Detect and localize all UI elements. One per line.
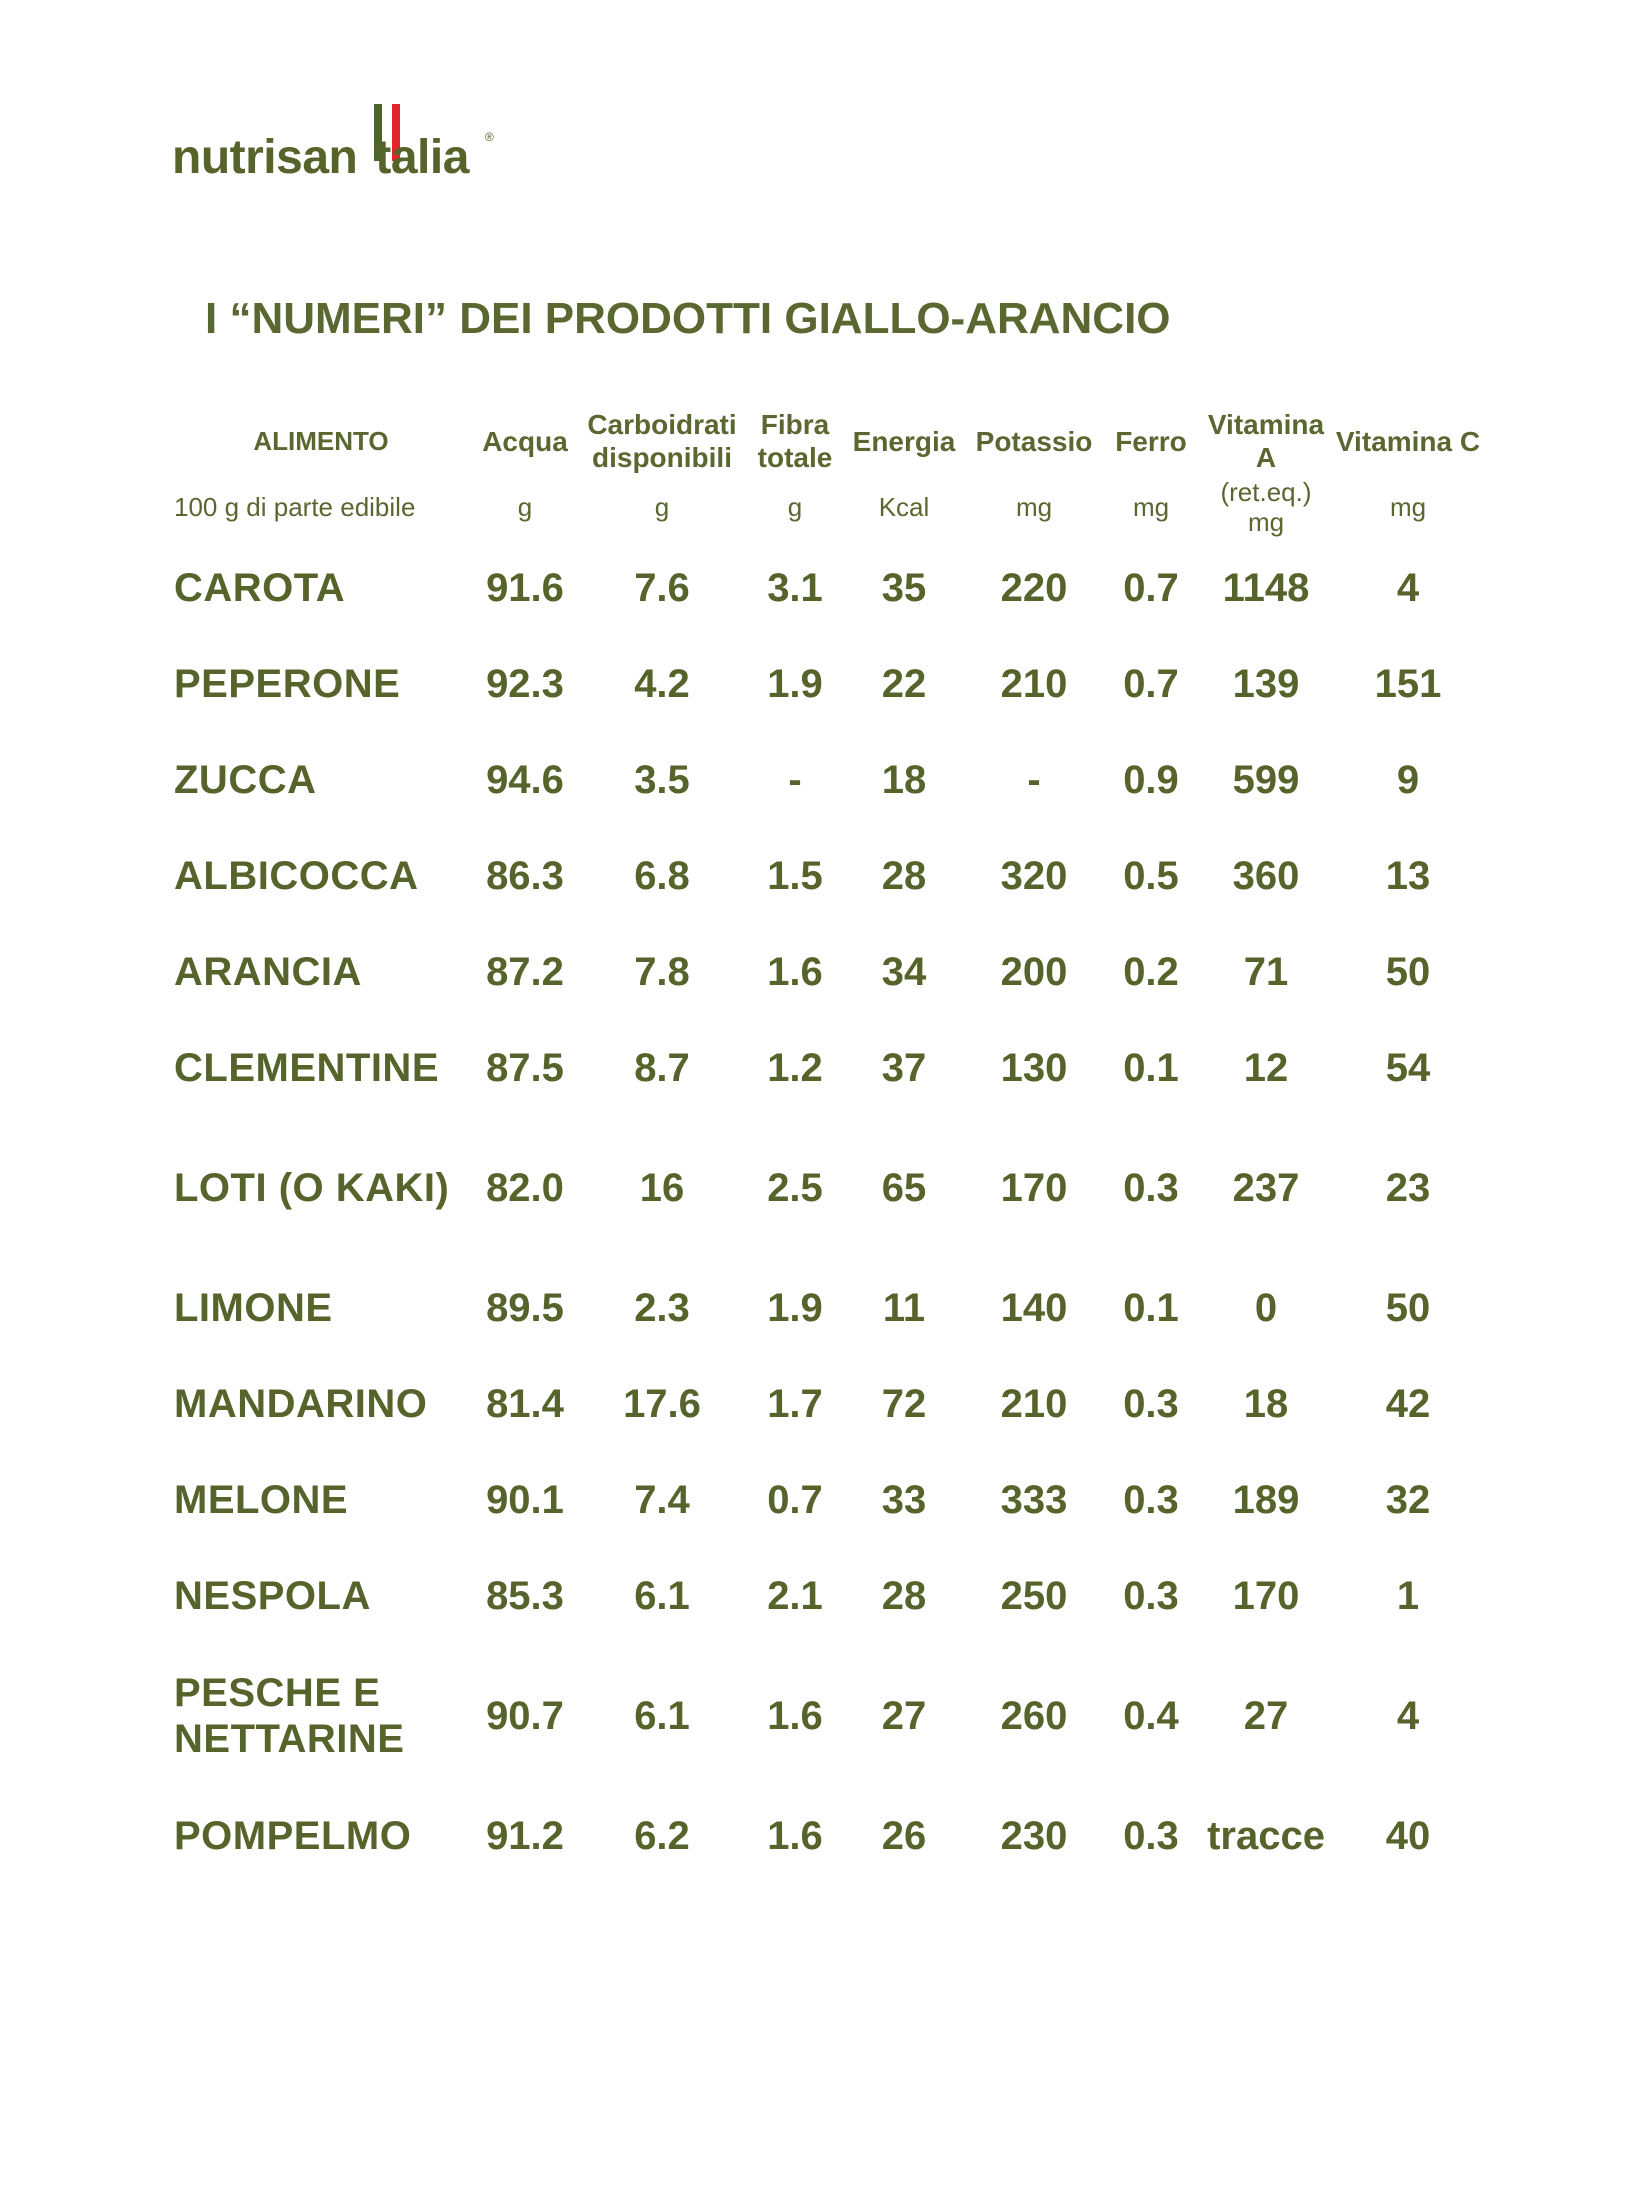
nutrition-table	[168, 408, 1484, 1884]
value-cell-ferro: 0.1	[1123, 1046, 1179, 1090]
unit-fibra: g	[787, 492, 803, 522]
value-cell-vitamina-c: 50	[1385, 1286, 1431, 1330]
value-cell-vitamina-c: 13	[1385, 854, 1431, 898]
value-cell-potassio: 130	[1000, 1046, 1068, 1090]
value-cell-fibra: 1.9	[767, 1286, 823, 1330]
value-cell-acqua: 81.4	[486, 1382, 564, 1426]
food-name-cell: LIMONE	[174, 1286, 333, 1330]
value-cell-vitamina-a: 1148	[1222, 566, 1310, 610]
value-cell-ferro: 0.3	[1123, 1478, 1179, 1522]
header-alimento: ALIMENTO	[253, 425, 389, 456]
food-name-cell: PEPERONE	[174, 662, 401, 706]
value-cell-fibra: -	[788, 758, 802, 802]
value-cell-acqua: 91.6	[486, 566, 564, 610]
value-cell-ferro: 0.5	[1123, 854, 1179, 898]
value-cell-fibra: 0.7	[767, 1478, 823, 1522]
value-cell-ferro: 0.3	[1123, 1166, 1179, 1210]
value-cell-vitamina-a: 139	[1232, 662, 1300, 706]
value-cell-energia: 11	[882, 1286, 926, 1330]
header-energia: Energia	[852, 425, 956, 457]
value-cell-vitamina-c: 4	[1396, 566, 1420, 610]
table-row	[168, 1644, 1484, 1788]
value-cell-carboidrati: 2.3	[634, 1286, 690, 1330]
value-cell-vitamina-c: 54	[1385, 1046, 1431, 1090]
value-cell-vitamina-c: 23	[1385, 1166, 1431, 1210]
header-vitamina-c: Vitamina C	[1335, 425, 1481, 457]
value-cell-vitamina-c: 40	[1385, 1814, 1431, 1858]
value-cell-vitamina-a: 0	[1254, 1286, 1278, 1330]
header-row	[168, 408, 1484, 474]
value-cell-carboidrati: 6.2	[634, 1814, 690, 1858]
value-cell-vitamina-c: 32	[1385, 1478, 1431, 1522]
table-row	[168, 1548, 1484, 1644]
unit-acqua: g	[517, 492, 533, 522]
header-vitamina-a: Vitamina A	[1207, 409, 1325, 473]
food-name-cell: LOTI (O KAKI)	[174, 1166, 450, 1210]
value-cell-acqua: 85.3	[486, 1574, 564, 1618]
value-cell-energia: 34	[881, 950, 927, 994]
food-name-cell: NESPOLA	[174, 1574, 371, 1618]
value-cell-energia: 18	[881, 758, 927, 802]
value-cell-carboidrati: 8.7	[634, 1046, 690, 1090]
food-name-cell: ARANCIA	[174, 950, 362, 994]
value-cell-energia: 37	[881, 1046, 927, 1090]
value-cell-vitamina-c: 1	[1396, 1574, 1420, 1618]
value-cell-vitamina-c: 50	[1385, 950, 1431, 994]
value-cell-vitamina-a: 189	[1232, 1478, 1300, 1522]
value-cell-acqua: 94.6	[486, 758, 564, 802]
value-cell-carboidrati: 17.6	[623, 1382, 701, 1426]
value-cell-vitamina-a: 360	[1232, 854, 1300, 898]
value-cell-potassio: 210	[1000, 662, 1068, 706]
food-name-cell: POMPELMO	[174, 1814, 412, 1858]
table-row	[168, 732, 1484, 828]
value-cell-ferro: 0.3	[1123, 1814, 1179, 1858]
units-row	[168, 474, 1484, 540]
unit-vitamina-c: mg	[1389, 492, 1427, 522]
value-cell-energia: 26	[881, 1814, 927, 1858]
page-title: I “NUMERI” DEI PRODOTTI GIALLO-ARANCIO	[205, 294, 1171, 343]
value-cell-vitamina-a: 599	[1232, 758, 1300, 802]
value-cell-vitamina-c: 42	[1385, 1382, 1431, 1426]
value-cell-vitamina-c: 9	[1396, 758, 1420, 802]
table-row	[168, 1356, 1484, 1452]
value-cell-ferro: 0.1	[1123, 1286, 1179, 1330]
nutrition-table-body	[168, 540, 1484, 1884]
table-row	[168, 1788, 1484, 1884]
value-cell-potassio: 140	[1000, 1286, 1068, 1330]
value-cell-energia: 35	[881, 566, 927, 610]
header-fibra: Fibra totale	[757, 409, 833, 473]
value-cell-fibra: 1.7	[767, 1382, 823, 1426]
value-cell-carboidrati: 3.5	[634, 758, 690, 802]
value-cell-fibra: 1.6	[767, 1814, 823, 1858]
value-cell-acqua: 91.2	[486, 1814, 564, 1858]
table-row	[168, 924, 1484, 1020]
value-cell-ferro: 0.3	[1123, 1574, 1179, 1618]
value-cell-carboidrati: 6.8	[634, 854, 690, 898]
value-cell-potassio: 210	[1000, 1382, 1068, 1426]
value-cell-energia: 72	[881, 1382, 927, 1426]
value-cell-fibra: 2.1	[767, 1574, 823, 1618]
value-cell-vitamina-a: 170	[1232, 1574, 1300, 1618]
value-cell-potassio: 200	[1000, 950, 1068, 994]
value-cell-vitamina-a: 71	[1243, 950, 1289, 994]
value-cell-acqua: 86.3	[486, 854, 564, 898]
table-row	[168, 1020, 1484, 1116]
value-cell-potassio: 333	[1000, 1478, 1068, 1522]
value-cell-potassio: -	[1027, 758, 1041, 802]
food-name-cell: MANDARINO	[174, 1382, 428, 1426]
table-row	[168, 1452, 1484, 1548]
value-cell-vitamina-c: 4	[1396, 1694, 1420, 1738]
food-name-cell: ALBICOCCA	[174, 854, 419, 898]
value-cell-energia: 27	[881, 1694, 927, 1738]
value-cell-vitamina-a: 12	[1243, 1046, 1289, 1090]
value-cell-acqua: 90.7	[486, 1694, 564, 1738]
food-name-cell: ZUCCA	[174, 758, 317, 802]
value-cell-acqua: 82.0	[486, 1166, 564, 1210]
table-row	[168, 636, 1484, 732]
unit-alimento: 100 g di parte edibile	[174, 492, 416, 522]
value-cell-fibra: 1.9	[767, 662, 823, 706]
value-cell-ferro: 0.9	[1123, 758, 1179, 802]
value-cell-acqua: 87.2	[486, 950, 564, 994]
value-cell-energia: 22	[881, 662, 927, 706]
logo-registered-mark: ®	[485, 130, 494, 144]
food-name-cell: CLEMENTINE	[174, 1046, 439, 1090]
value-cell-energia: 28	[881, 1574, 927, 1618]
value-cell-carboidrati: 6.1	[634, 1574, 690, 1618]
value-cell-potassio: 260	[1000, 1694, 1068, 1738]
logo-text	[172, 130, 469, 185]
value-cell-carboidrati: 7.4	[634, 1478, 690, 1522]
value-cell-potassio: 230	[1000, 1814, 1068, 1858]
value-cell-ferro: 0.7	[1123, 566, 1179, 610]
value-cell-energia: 65	[881, 1166, 927, 1210]
value-cell-carboidrati: 7.6	[634, 566, 690, 610]
value-cell-acqua: 90.1	[486, 1478, 564, 1522]
unit-energia: Kcal	[878, 492, 930, 522]
value-cell-potassio: 250	[1000, 1574, 1068, 1618]
value-cell-carboidrati: 7.8	[634, 950, 690, 994]
value-cell-fibra: 1.2	[767, 1046, 823, 1090]
food-name-cell: CAROTA	[174, 566, 346, 610]
value-cell-fibra: 1.5	[767, 854, 823, 898]
value-cell-acqua: 92.3	[486, 662, 564, 706]
value-cell-ferro: 0.7	[1123, 662, 1179, 706]
food-name-cell: MELONE	[174, 1478, 349, 1522]
table-row	[168, 540, 1484, 636]
food-name-cell: PESCHE E NETTARINE	[174, 1671, 405, 1761]
value-cell-vitamina-c: 151	[1374, 662, 1442, 706]
header-potassio: Potassio	[975, 425, 1093, 457]
value-cell-energia: 28	[881, 854, 927, 898]
logo-text-left: nutrisan	[172, 131, 358, 184]
value-cell-fibra: 1.6	[767, 950, 823, 994]
header-acqua: Acqua	[482, 425, 568, 457]
value-cell-fibra: 2.5	[767, 1166, 823, 1210]
value-cell-potassio: 320	[1000, 854, 1068, 898]
value-cell-vitamina-a: 27	[1243, 1694, 1289, 1738]
value-cell-acqua: 87.5	[486, 1046, 564, 1090]
nutrisan-italia-logo	[172, 100, 512, 190]
unit-vitamina-a: (ret.eq.) mg	[1220, 477, 1312, 537]
value-cell-carboidrati: 4.2	[634, 662, 690, 706]
value-cell-carboidrati: 16	[639, 1166, 685, 1210]
value-cell-ferro: 0.2	[1123, 950, 1179, 994]
table-row	[168, 1116, 1484, 1260]
logo-text-right: talia	[375, 131, 469, 184]
header-carboidrati: Carboidrati disponibili	[587, 409, 737, 473]
table-row	[168, 828, 1484, 924]
value-cell-carboidrati: 6.1	[634, 1694, 690, 1738]
value-cell-vitamina-a: 18	[1243, 1382, 1289, 1426]
value-cell-fibra: 1.6	[767, 1694, 823, 1738]
value-cell-ferro: 0.3	[1123, 1382, 1179, 1426]
value-cell-fibra: 3.1	[767, 566, 823, 610]
value-cell-energia: 33	[881, 1478, 927, 1522]
value-cell-vitamina-a: tracce	[1207, 1814, 1325, 1858]
table-row	[168, 1260, 1484, 1356]
value-cell-acqua: 89.5	[486, 1286, 564, 1330]
value-cell-potassio: 220	[1000, 566, 1068, 610]
unit-ferro: mg	[1132, 492, 1170, 522]
header-ferro: Ferro	[1115, 425, 1187, 457]
value-cell-ferro: 0.4	[1123, 1694, 1179, 1738]
unit-carboidrati: g	[654, 492, 670, 522]
value-cell-potassio: 170	[1000, 1166, 1068, 1210]
value-cell-vitamina-a: 237	[1232, 1166, 1300, 1210]
unit-potassio: mg	[1015, 492, 1053, 522]
